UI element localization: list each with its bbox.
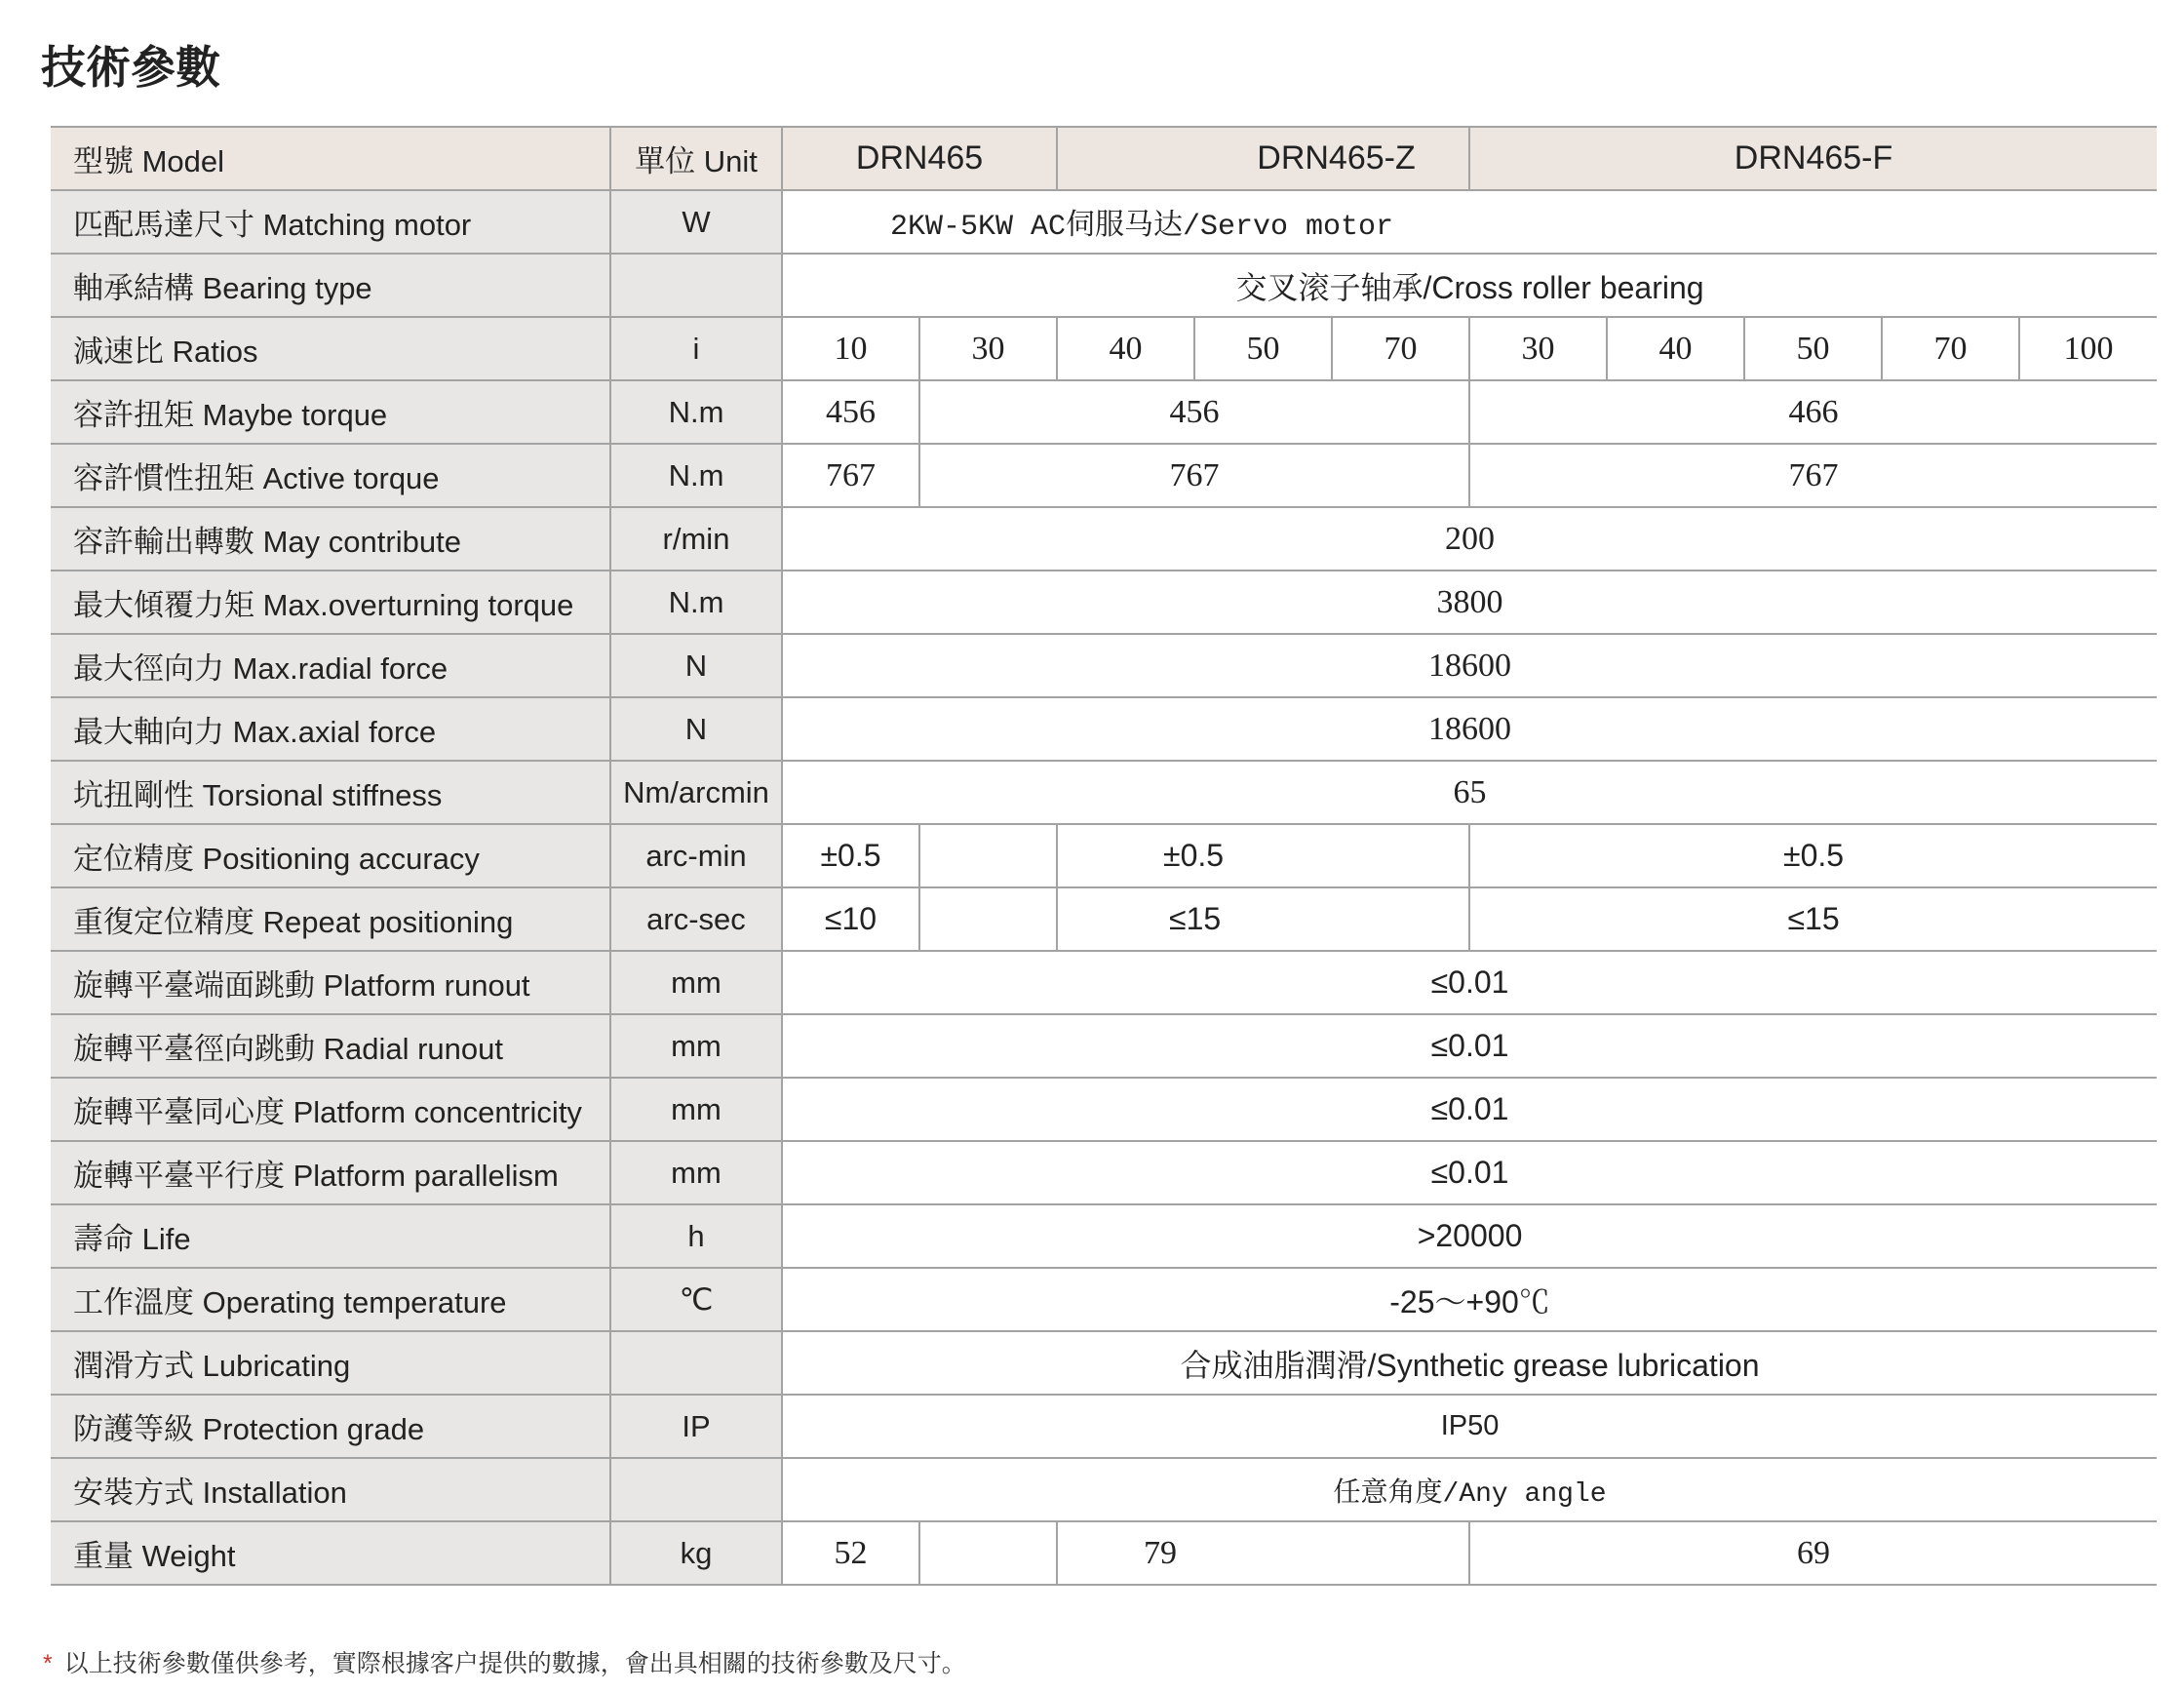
row-value: >20000 xyxy=(782,1204,2157,1268)
row-label: 安裝方式 Installation xyxy=(51,1458,610,1521)
row-unit: r/min xyxy=(610,507,782,571)
row-label: 容許輸出轉數 May contribute xyxy=(51,507,610,571)
row-unit: arc-sec xyxy=(610,887,782,951)
footnote xyxy=(43,1648,966,1679)
row-value: 767 xyxy=(919,444,1469,507)
unit-header: 單位 Unit xyxy=(610,127,782,190)
row-torsional-stiffness xyxy=(51,761,2157,824)
row-value: IP50 xyxy=(782,1395,2157,1458)
row-label: 匹配馬達尺寸 Matching motor xyxy=(51,190,610,254)
row-unit: N.m xyxy=(610,380,782,444)
row-label: 最大傾覆力矩 Max.overturning torque xyxy=(51,571,610,634)
row-value: 65 xyxy=(782,761,2157,824)
row-max-axial-force xyxy=(51,697,2157,761)
row-unit: i xyxy=(610,317,782,380)
row-value: ≤15 xyxy=(1057,887,1469,951)
row-label: 旋轉平臺徑向跳動 Radial runout xyxy=(51,1014,610,1078)
spec-table xyxy=(51,126,2157,1586)
model-drn465-z: DRN465-Z xyxy=(1057,127,1469,190)
row-value: 交叉滚子轴承/Cross roller bearing xyxy=(782,254,2157,317)
row-value: -25～+90℃ xyxy=(782,1268,2157,1331)
row-value: 18600 xyxy=(782,634,2157,697)
row-platform-concentricity xyxy=(51,1078,2157,1141)
row-label: 旋轉平臺平行度 Platform parallelism xyxy=(51,1141,610,1204)
ratio-value: 30 xyxy=(919,317,1057,380)
row-value: 466 xyxy=(1469,380,2157,444)
ratio-value: 10 xyxy=(782,317,919,380)
row-label: 防護等級 Protection grade xyxy=(51,1395,610,1458)
row-value: ≤15 xyxy=(1469,887,2157,951)
row-label: 容許扭矩 Maybe torque xyxy=(51,380,610,444)
row-label: 壽命 Life xyxy=(51,1204,610,1268)
row-value: ±0.5 xyxy=(1469,824,2157,887)
row-value: 456 xyxy=(782,380,919,444)
row-protection-grade xyxy=(51,1395,2157,1458)
row-value: 合成油脂潤滑/Synthetic grease lubrication xyxy=(782,1331,2157,1395)
row-platform-runout xyxy=(51,951,2157,1014)
row-label: 減速比 Ratios xyxy=(51,317,610,380)
row-repeat-positioning xyxy=(51,887,2157,951)
row-unit xyxy=(610,254,782,317)
ratio-value: 70 xyxy=(1882,317,2019,380)
row-value: ±0.5 xyxy=(782,824,919,887)
footnote-asterisk: * xyxy=(43,1650,53,1677)
row-unit: h xyxy=(610,1204,782,1268)
row-max-radial-force xyxy=(51,634,2157,697)
row-label: 定位精度 Positioning accuracy xyxy=(51,824,610,887)
row-unit: mm xyxy=(610,951,782,1014)
row-value: ≤10 xyxy=(782,887,919,951)
row-unit: kg xyxy=(610,1521,782,1585)
row-unit: mm xyxy=(610,1078,782,1141)
row-value: 52 xyxy=(782,1521,919,1585)
row-unit: Nm/arcmin xyxy=(610,761,782,824)
row-bearing-type xyxy=(51,254,2157,317)
row-value: 79 xyxy=(1057,1521,1469,1585)
row-may-contribute xyxy=(51,507,2157,571)
row-label: 潤滑方式 Lubricating xyxy=(51,1331,610,1395)
row-unit: N.m xyxy=(610,571,782,634)
footnote-text: 以上技術參數僅供參考，實際根據客户提供的數據，會出具相關的技術參數及尺寸。 xyxy=(63,1650,966,1677)
page-title: 技術參數 xyxy=(41,42,220,93)
row-value: ≤0.01 xyxy=(782,1078,2157,1141)
ratio-value: 100 xyxy=(2019,317,2157,380)
row-radial-runout xyxy=(51,1014,2157,1078)
row-value: 767 xyxy=(782,444,919,507)
row-value: ≤0.01 xyxy=(782,951,2157,1014)
row-platform-parallelism xyxy=(51,1141,2157,1204)
row-value: ≤0.01 xyxy=(782,1141,2157,1204)
row-operating-temperature xyxy=(51,1268,2157,1331)
row-matching-motor xyxy=(51,190,2157,254)
ratio-value: 40 xyxy=(1607,317,1744,380)
row-label: 軸承結構 Bearing type xyxy=(51,254,610,317)
row-weight xyxy=(51,1521,2157,1585)
row-value: 3800 xyxy=(782,571,2157,634)
row-label: 坑扭剛性 Torsional stiffness xyxy=(51,761,610,824)
row-label: 最大軸向力 Max.axial force xyxy=(51,697,610,761)
row-unit: N xyxy=(610,697,782,761)
row-unit: N xyxy=(610,634,782,697)
row-lubricating xyxy=(51,1331,2157,1395)
row-life xyxy=(51,1204,2157,1268)
row-unit: mm xyxy=(610,1014,782,1078)
model-drn465-f: DRN465-F xyxy=(1469,127,2157,190)
model-header: 型號 Model xyxy=(51,127,610,190)
row-value: 任意角度/Any angle xyxy=(782,1458,2157,1521)
ratio-value: 50 xyxy=(1194,317,1332,380)
ratio-value: 70 xyxy=(1332,317,1469,380)
row-installation xyxy=(51,1458,2157,1521)
row-value: 2KW-5KW AC伺服马达/Servo motor xyxy=(782,190,2157,254)
row-label: 最大徑向力 Max.radial force xyxy=(51,634,610,697)
row-value: 18600 xyxy=(782,697,2157,761)
row-maybe-torque xyxy=(51,380,2157,444)
row-value: ≤0.01 xyxy=(782,1014,2157,1078)
model-drn465: DRN465 xyxy=(782,127,1057,190)
row-unit: W xyxy=(610,190,782,254)
row-label: 容許慣性扭矩 Active torque xyxy=(51,444,610,507)
row-value: 69 xyxy=(1469,1521,2157,1585)
row-unit: IP xyxy=(610,1395,782,1458)
row-ratios xyxy=(51,317,2157,380)
ratio-value: 30 xyxy=(1469,317,1607,380)
row-active-torque xyxy=(51,444,2157,507)
row-unit: N.m xyxy=(610,444,782,507)
row-label: 重復定位精度 Repeat positioning xyxy=(51,887,610,951)
row-value: 456 xyxy=(919,380,1469,444)
row-label: 旋轉平臺同心度 Platform concentricity xyxy=(51,1078,610,1141)
row-unit: ℃ xyxy=(610,1268,782,1331)
ratio-value: 50 xyxy=(1744,317,1882,380)
row-max-overturning-torque xyxy=(51,571,2157,634)
empty-cell xyxy=(919,1521,1057,1585)
row-unit: arc-min xyxy=(610,824,782,887)
empty-cell xyxy=(919,824,1057,887)
row-unit: mm xyxy=(610,1141,782,1204)
row-positioning-accuracy xyxy=(51,824,2157,887)
row-label: 工作溫度 Operating temperature xyxy=(51,1268,610,1331)
row-unit xyxy=(610,1331,782,1395)
empty-cell xyxy=(919,887,1057,951)
row-value: ±0.5 xyxy=(1057,824,1469,887)
header-row xyxy=(51,127,2157,190)
ratio-value: 40 xyxy=(1057,317,1194,380)
row-label: 重量 Weight xyxy=(51,1521,610,1585)
row-label: 旋轉平臺端面跳動 Platform runout xyxy=(51,951,610,1014)
row-value: 767 xyxy=(1469,444,2157,507)
row-value: 200 xyxy=(782,507,2157,571)
row-unit xyxy=(610,1458,782,1521)
